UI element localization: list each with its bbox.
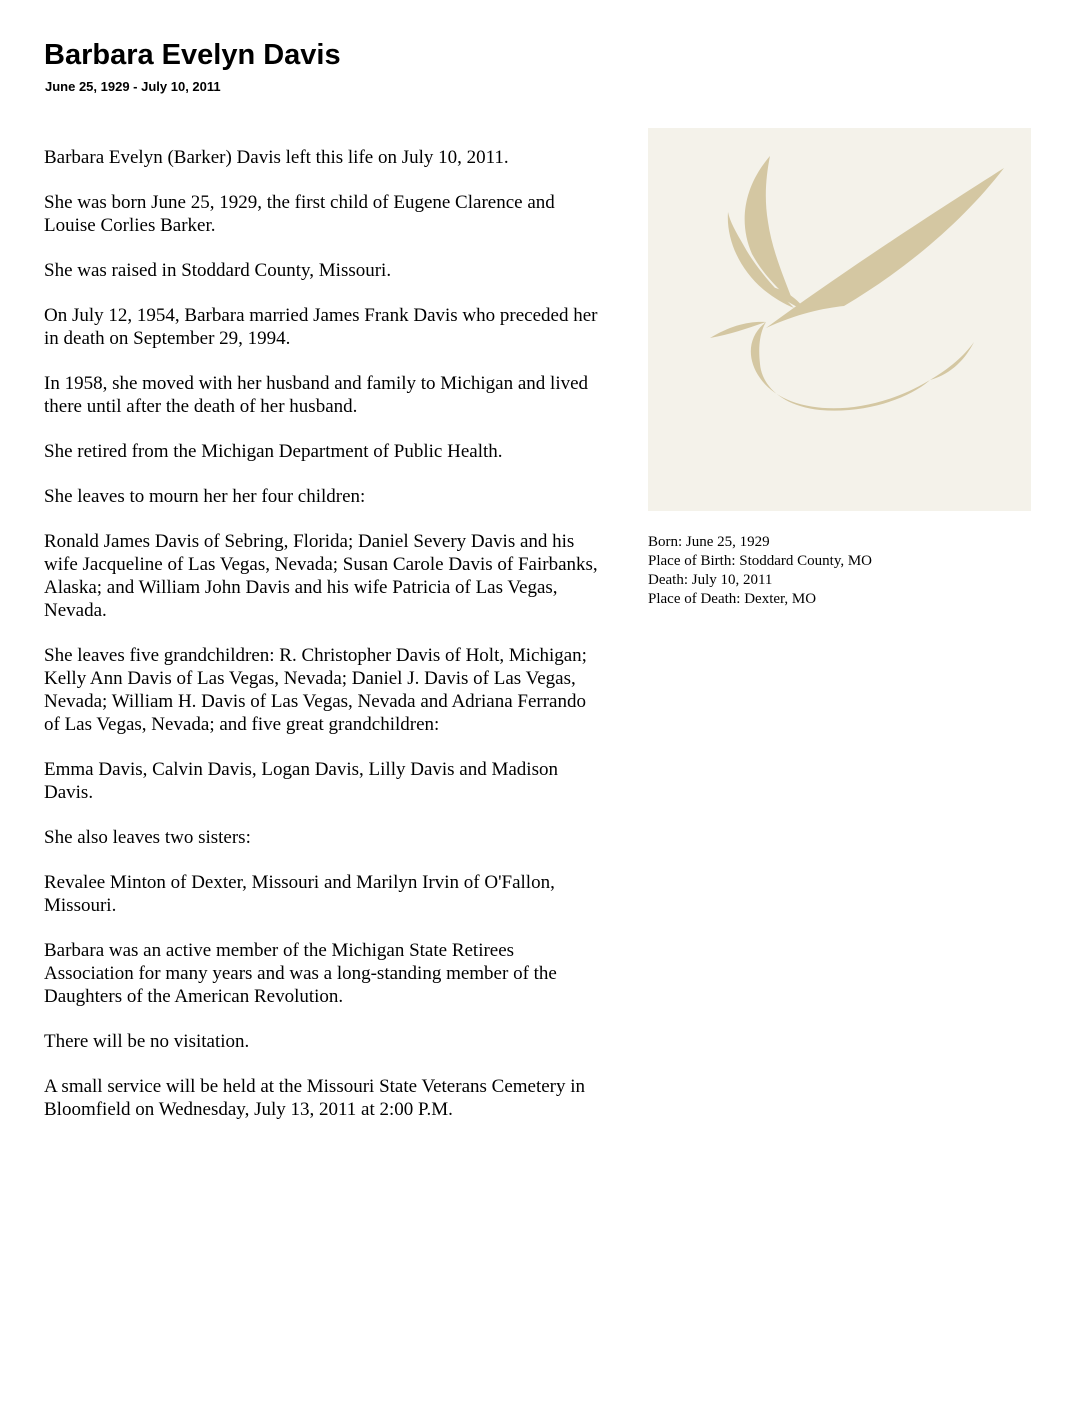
memorial-image [648, 128, 1031, 511]
obituary-paragraph: She was raised in Stoddard County, Missouri. [44, 260, 392, 281]
vital-facts [648, 533, 1048, 609]
obituary-paragraph: She also leaves two sisters: [44, 827, 251, 848]
obituary-paragraph: She leaves five grandchildren: R. Christopher Davis of Holt, Michigan; Kelly Ann Davis of Las Vegas, Nevada; Daniel J. Davis of Las Vegas, Nevada; William H. Davis of Las Vegas, Nevada and Adriana Ferrando of Las Vegas, Nevada; and five great grandchildren: [44, 645, 587, 735]
place-of-birth: Place of Birth: Stoddard County, MO [648, 553, 873, 569]
dove-icon [648, 128, 1031, 511]
obituary-paragraph: On July 12, 1954, Barbara married James Frank Davis who preceded her in death on September 29, 1994. [44, 305, 598, 349]
obituary-paragraph: Ronald James Davis of Sebring, Florida; Daniel Severy Davis and his wife Jacqueline of Las Vegas, Nevada; Susan Carole Davis of Fairbanks, Alaska; and William John Davis and his wife Patricia of Las Vegas, Nevada. [44, 531, 598, 621]
obituary-paragraph: Emma Davis, Calvin Davis, Logan Davis, Lilly Davis and Madison Davis. [44, 759, 558, 803]
obituary-paragraph: In 1958, she moved with her husband and family to Michigan and lived there until after the death of her husband. [44, 373, 589, 417]
obituary-paragraph: A small service will be held at the Missouri State Veterans Cemetery in Bloomfield on Wednesday, July 13, 2011 at 2:00 P.M. [44, 1076, 586, 1120]
life-dates: June 25, 1929 - July 10, 2011 [45, 79, 221, 94]
obituary-paragraph: Barbara Evelyn (Barker) Davis left this life on July 10, 2011. [44, 147, 509, 168]
obituary-paragraph: She retired from the Michigan Department of Public Health. [44, 441, 503, 462]
obituary-paragraph: She leaves to mourn her her four children: [44, 486, 366, 507]
place-of-death: Place of Death: Dexter, MO [648, 591, 817, 607]
page-title: Barbara Evelyn Davis [44, 39, 341, 71]
obituary-paragraph: Barbara was an active member of the Michigan State Retirees Association for many years and was a long-standing member of the Daughters of the American Revolution. [44, 940, 557, 1007]
born-date: Born: June 25, 1929 [648, 534, 770, 550]
obituary-paragraph: There will be no visitation. [44, 1031, 250, 1052]
obituary-text [44, 146, 600, 1143]
death-date: Death: July 10, 2011 [648, 572, 773, 588]
obituary-paragraph: She was born June 25, 1929, the first child of Eugene Clarence and Louise Corlies Barker. [44, 192, 555, 236]
obituary-paragraph: Revalee Minton of Dexter, Missouri and Marilyn Irvin of O'Fallon, Missouri. [44, 872, 555, 916]
